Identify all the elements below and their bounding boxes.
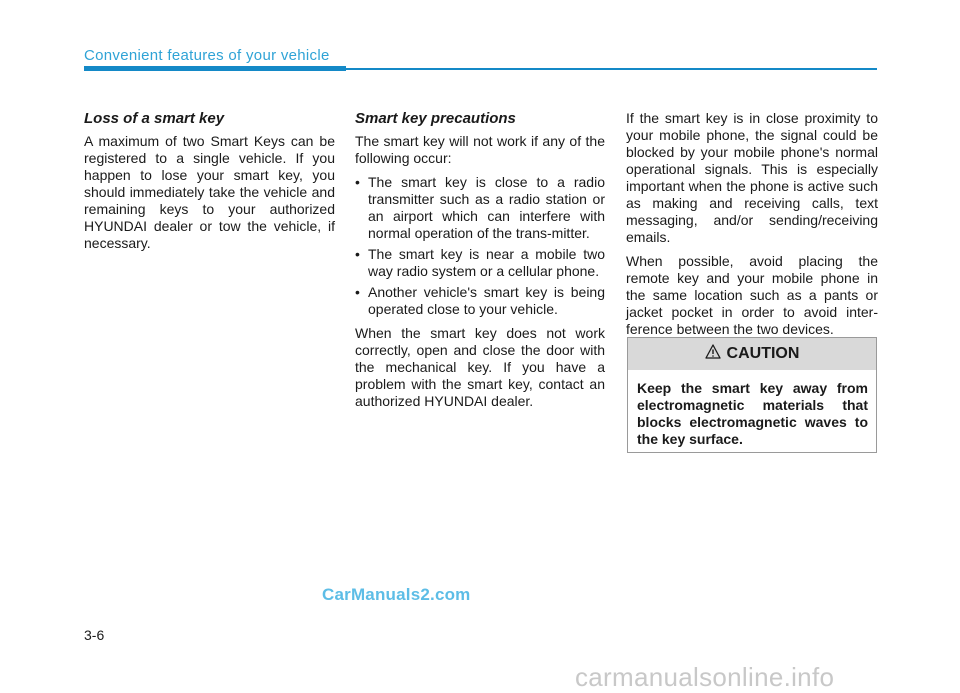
bullet-icon: • <box>355 246 360 262</box>
caution-text: Keep the smart key away from electromagnetic materials that blocks electromagnetic waves to the key surface. <box>637 380 868 447</box>
section-heading-loss: Loss of a smart key <box>84 110 225 127</box>
page-number: 3-6 <box>84 627 105 643</box>
caution-box <box>627 337 877 453</box>
caution-header <box>628 338 876 370</box>
site-watermark[interactable]: CarManuals2.com <box>322 585 471 604</box>
warning-triangle-icon <box>705 344 721 364</box>
precautions-list <box>355 174 605 318</box>
bullet-icon: • <box>355 284 360 300</box>
header-accent-bar <box>84 66 346 71</box>
list-item <box>355 284 605 318</box>
precautions-closing: When the smart key does not work correctly, open and close the door with the mechanical key. If you have a problem with the smart key, contact an authorized HYUNDAI dealer. <box>355 325 605 409</box>
header-rule <box>346 68 877 70</box>
proximity-paragraph-2: When possible, avoid placing the remote key and your mobile phone in the same location such as a pants or jacket pocket in order to avoid inter-ference between the two devices. <box>626 253 878 337</box>
list-item-text: The smart key is close to a radio transmitter such as a radio station or an airport which can interfere with normal operation of the trans-mitter. <box>368 174 605 241</box>
list-item <box>355 246 605 280</box>
section-heading-precautions: Smart key precautions <box>355 110 516 127</box>
column-loss-of-smart-key <box>84 110 335 259</box>
column-smart-key-precautions <box>355 110 605 417</box>
loss-paragraph: A maximum of two Smart Keys can be registered to a single vehicle. If you happen to lose your smart key, you should immediately take the vehicle and remaining keys to your authorized HYUNDAI dealer or tow the vehicle, if necessary. <box>84 133 335 251</box>
list-item-text: The smart key is near a mobile two way radio system or a cellular phone. <box>368 246 605 279</box>
header-title: Convenient features of your vehicle <box>84 47 330 64</box>
proximity-paragraph-1: If the smart key is in close proximity to your mobile phone, the signal could be blocked by your mobile phone's normal operational signals. This is especially important when the phone is active such as making and receiving calls, text messaging, and/or sending/receiving emails. <box>626 110 878 245</box>
list-item <box>355 174 605 242</box>
footer-watermark: carmanualsonline.info <box>575 662 835 692</box>
bullet-icon: • <box>355 174 360 190</box>
caution-title: CAUTION <box>726 345 800 362</box>
precautions-intro: The smart key will not work if any of the following occur: <box>355 133 605 166</box>
list-item-text: Another vehicle's smart key is being operated close to your vehicle. <box>368 284 605 317</box>
column-mobile-phone-proximity <box>626 110 878 345</box>
